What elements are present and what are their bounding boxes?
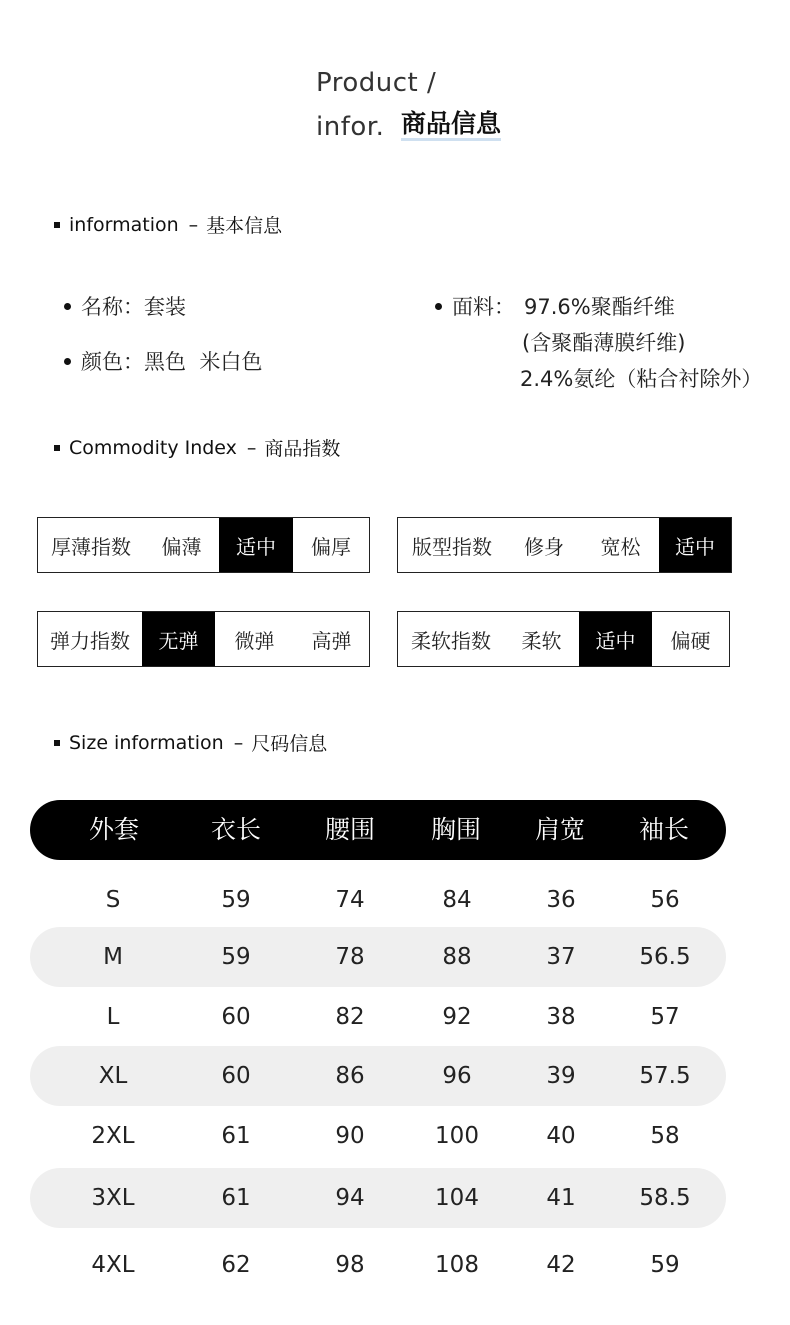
header-en-line1: Product / (316, 68, 437, 98)
index-option-selected: 适中 (579, 612, 652, 666)
index-option-selected: 适中 (219, 518, 293, 572)
header-cell: 外套 (88, 815, 139, 844)
table-cell: 61 (221, 1123, 251, 1149)
table-cell: 36 (546, 887, 576, 913)
index-option: 微弹 (234, 628, 275, 653)
index-fit (397, 517, 732, 573)
section-en: information (69, 213, 179, 236)
table-cell: 58 (650, 1123, 680, 1149)
index-option: 修身 (524, 534, 564, 559)
table-cell: 56 (650, 887, 680, 913)
size-table-header (30, 800, 726, 860)
table-cell: 38 (546, 1004, 576, 1030)
index-option: 偏厚 (311, 534, 351, 559)
section-cn: 尺码信息 (251, 733, 328, 755)
table-cell: 40 (546, 1123, 576, 1149)
size-label-cell: 3XL (91, 1185, 135, 1211)
index-option-selected: 适中 (659, 518, 731, 572)
table-cell: 96 (442, 1063, 472, 1089)
table-cell: 90 (335, 1123, 365, 1149)
material-line-3: 2.4%氨纶（粘合衬除外） (520, 367, 763, 391)
size-label-cell: 2XL (91, 1123, 135, 1149)
table-cell: 42 (546, 1252, 576, 1278)
section-en: Size information (69, 731, 224, 754)
header-cell: 袖长 (638, 815, 689, 844)
section-size-info: Size information – 尺码信息 (54, 729, 327, 756)
table-cell: 60 (221, 1063, 251, 1089)
page-title: 商品信息 (401, 110, 501, 141)
table-cell: 57.5 (639, 1063, 691, 1089)
size-label-cell: M (103, 944, 123, 970)
index-thickness (37, 517, 370, 573)
table-cell: 60 (221, 1004, 251, 1030)
basic-material-label: 面料： (435, 291, 515, 321)
header-cell: 腰围 (324, 815, 375, 844)
dot-bullet-icon (64, 303, 71, 310)
section-basic-info: information – 基本信息 (54, 211, 282, 238)
square-bullet-icon (54, 740, 60, 746)
table-cell: 108 (435, 1252, 479, 1278)
table-cell: 41 (546, 1185, 576, 1211)
table-cell: 56.5 (639, 944, 691, 970)
index-label: 厚薄指数 (51, 534, 131, 559)
table-cell: 57 (650, 1004, 680, 1030)
header-en-line2: infor. (316, 112, 385, 142)
table-cell: 59 (221, 944, 251, 970)
square-bullet-icon (54, 222, 60, 228)
header-cell: 衣长 (210, 815, 261, 844)
table-cell: 100 (435, 1123, 479, 1149)
table-cell: 82 (335, 1004, 365, 1030)
dot-bullet-icon (435, 303, 442, 310)
table-cell: 84 (442, 887, 472, 913)
header-cell: 肩宽 (534, 815, 585, 844)
table-cell: 59 (221, 887, 251, 913)
square-bullet-icon (54, 445, 60, 451)
table-cell: 104 (435, 1185, 479, 1211)
table-cell: 61 (221, 1185, 251, 1211)
index-softness (397, 611, 730, 667)
table-cell: 92 (442, 1004, 472, 1030)
index-option: 高弹 (311, 628, 352, 653)
section-cn: 商品指数 (264, 438, 341, 460)
section-en: Commodity Index (69, 436, 237, 459)
dot-bullet-icon (64, 358, 71, 365)
header-cell: 胸围 (430, 815, 481, 844)
table-cell: 78 (335, 944, 365, 970)
index-option: 偏薄 (161, 534, 202, 559)
index-option: 宽松 (600, 534, 641, 559)
size-label-cell: 4XL (91, 1252, 135, 1278)
table-cell: 88 (442, 944, 472, 970)
size-label-cell: S (105, 887, 121, 913)
index-label: 弹力指数 (50, 628, 130, 653)
basic-name: 名称：套装 (64, 291, 186, 321)
index-option: 柔软 (521, 628, 562, 653)
table-cell: 62 (221, 1252, 251, 1278)
section-cn: 基本信息 (206, 215, 283, 237)
table-cell: 39 (546, 1063, 576, 1089)
section-commodity-index: Commodity Index – 商品指数 (54, 434, 340, 461)
table-cell: 74 (335, 887, 365, 913)
index-elasticity (37, 611, 370, 667)
size-label-cell: L (106, 1004, 120, 1030)
table-cell: 59 (650, 1252, 680, 1278)
size-label-cell: XL (98, 1063, 128, 1089)
table-cell: 37 (546, 944, 576, 970)
table-cell: 58.5 (639, 1185, 691, 1211)
index-label: 柔软指数 (411, 628, 491, 653)
material-line-1: 97.6%聚酯纤维 (524, 295, 675, 319)
table-cell: 98 (335, 1252, 365, 1278)
table-cell: 86 (335, 1063, 365, 1089)
basic-color: 颜色：黑色 米白色 (64, 346, 262, 376)
index-option-selected: 无弹 (142, 612, 215, 666)
index-label: 版型指数 (412, 534, 492, 559)
material-line-2: (含聚酯薄膜纤维) (522, 331, 686, 355)
index-option: 偏硬 (670, 628, 711, 653)
table-cell: 94 (335, 1185, 365, 1211)
